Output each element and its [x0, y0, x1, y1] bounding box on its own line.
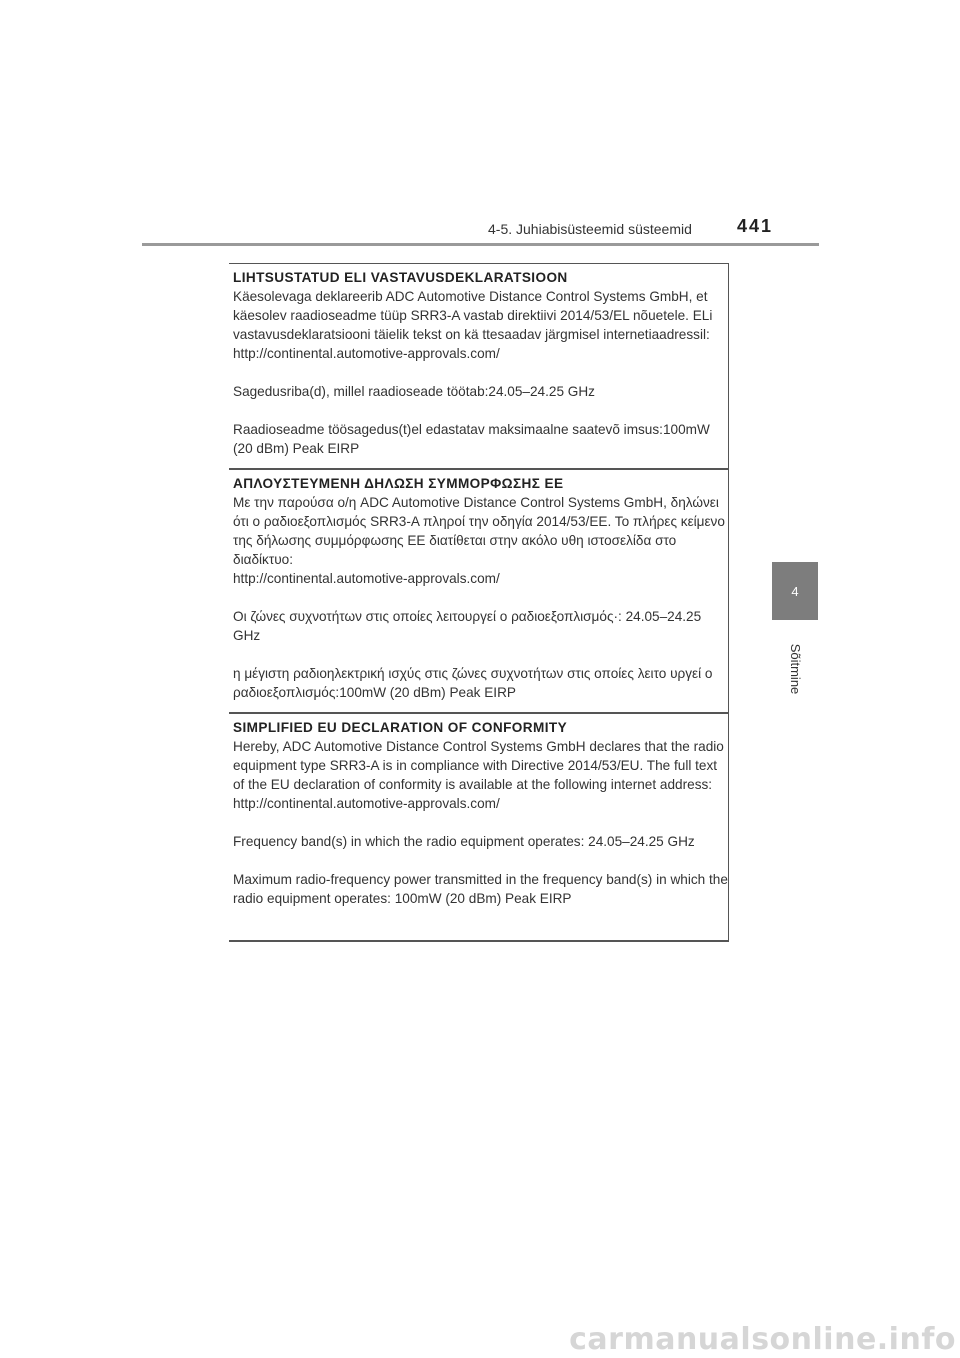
chapter-number: 4 — [791, 583, 799, 599]
declaration-estonian — [229, 263, 728, 470]
chapter-tab — [772, 562, 818, 620]
declaration-title: SIMPLIFIED EU DECLARATION OF CONFORMITY — [233, 720, 568, 735]
declaration-paragraph: Hereby, ADC Automotive Distance Control Systems GmbH declares that the radio equipment type SRR3-A is in compliance with Directive 2014/53/EU. The full text of the EU declaration of conformity is available at the following internet address: http://continental.automotive-approvals.com/ — [233, 739, 724, 811]
declaration-paragraph: Sagedusriba(d), millel raadioseade töötab:24.05–24.25 GHz — [233, 384, 595, 399]
watermark: carmanualsonline.info — [569, 1322, 956, 1357]
declaration-paragraph: Maximum radio-frequency power transmitted in the frequency band(s) in which the radio equipment operates: 100mW (20 dBm) Peak EIRP — [233, 872, 728, 906]
declaration-paragraph: η μέγιστη ραδιοηλεκτρική ισχύς στις ζώνες συχνοτήτων στις οποίες λειτο υργεί ο ραδιοεξοπλισμός:100mW (20 dBm) Peak EIRP — [233, 666, 713, 700]
declaration-paragraph: Raadioseadme töösagedus(t)el edastatav maksimaalne saatevõ imsus:100mW (20 dBm) Peak EIRP — [233, 422, 710, 456]
declaration-title: LIHTSUSTATUD ELI VASTAVUSDEKLARATSIOON — [233, 270, 568, 285]
declaration-english — [229, 714, 728, 942]
declaration-paragraph: Frequency band(s) in which the radio equipment operates: 24.05–24.25 GHz — [233, 834, 695, 849]
page-number: 441 — [737, 216, 774, 236]
section-title: 4-5. Juhiabisüsteemid süsteemid — [488, 221, 692, 237]
declarations-table — [229, 263, 729, 942]
declaration-greek — [229, 470, 728, 714]
declaration-paragraph: Οι ζώνες συχνοτήτων στις οποίες λειτουργεί ο ραδιοεξοπλισμός·: 24.05–24.25 GHz — [233, 609, 702, 643]
chapter-label: Sõitmine — [788, 643, 803, 695]
declaration-paragraph: Käesolevaga deklareerib ADC Automotive Distance Control Systems GmbH, et käesolev raadioseadme tüüp SRR3-A vastab direktiivi 2014/53/EL nõuetele. ELi vastavusdeklaratsiooni täielik tekst on kä ttesaadav järgmisel internetiaadressil: http://continental.automotive-approvals.com/ — [233, 289, 713, 361]
header-divider — [142, 243, 819, 246]
declaration-title: ΑΠΛΟΥΣΤΕΥΜΕΝΗ ΔΗΛΩΣΗ ΣΥΜΜΟΡΦΩΣΗΣ ΕΕ — [233, 476, 564, 491]
declaration-paragraph: Με την παρούσα ο/η ADC Automotive Distance Control Systems GmbH, δηλώνει ότι ο ραδιοεξοπλισμός SRR3-A πληροί την οδηγία 2014/53/ΕΕ. Το πλήρες κείμενο της δήλωσης συμμόρφωσης ΕΕ διατίθεται στην ακόλο υθη ιστοσελίδα στο διαδίκτυο: http://continental.automotive-approvals.com/ — [233, 495, 725, 586]
